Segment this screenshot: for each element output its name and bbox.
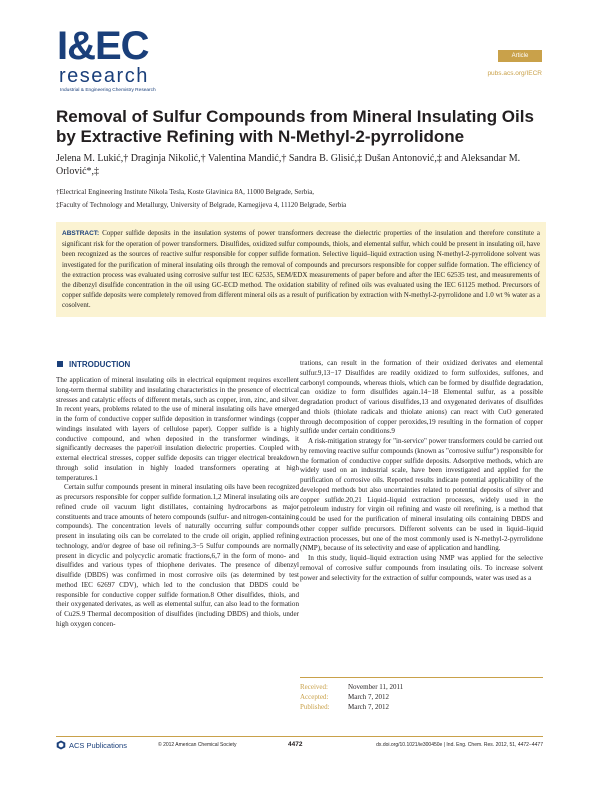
section-square-icon	[57, 361, 63, 367]
affiliations	[56, 186, 546, 212]
footer-divider	[56, 736, 543, 737]
article-title: Removal of Sulfur Compounds from Mineral Insulating Oils by Extractive Refining with N-Methyl-2-pyrrolidone	[56, 107, 534, 146]
paragraph: trations, can result in the formation of their oxidized derivates and elemental sulfur.9,13−17 Disulfides are readily oxidized to form sulfoxides, sulfones, and carbonyl compounds, whereas thiols, which can be formed by disulfide degradation, can oxidize to form disulfides again.14−18 Elemental sulfur, as a possible degradation product of various disulfides,13 and oxygenated derivates of disulfides and thiols (thiolate radicals and thiolate anions) can react with CuO generated through decomposition of copper peroxides,19 resulting in the formation of copper sulfide under certain conditions.9	[300, 359, 543, 436]
section-heading-text: INTRODUCTION	[69, 360, 131, 369]
journal-logo-subtitle: Industrial & Engineering Chemistry Research	[60, 88, 156, 93]
journal-logo-research: research	[59, 65, 149, 87]
paragraph: The application of mineral insulating oils in electrical equipment requires excellent long-term thermal stability and insulating characteristics in the presence of electrical stresses and catalytic effects of different metals, such as copper, iron, zinc, and silver. In recent years, problems related to the use of mineral insulating oils have emerged in the form of conductive copper sulfide deposition in transformer windings (copper windings insulated with layers of cellulose paper). Copper sulfide is a highly conductive compound, and when deposited in the transformer windings, it significantly decreases the paper/oil insulation dielectric properties. Coupled with external electrical stresses, copper sulfide deposits can trigger electrical breakdown through solid insulation in highly loaded transformers operating at high temperatures.1	[56, 376, 299, 482]
paragraph: In this study, liquid–liquid extraction using NMP was applied for the selective removal of corrosive sulfur compounds from insulating oils. To increase solvent power and selectivity for the extraction of sulfur compounds, water was used as a	[300, 554, 543, 582]
affiliation-1: †Electrical Engineering Institute Nikola Tesla, Koste Glavinica 8A, 11000 Belgrade, Serbia,	[56, 188, 315, 196]
body-column-left	[56, 376, 299, 734]
date-published: Published: March 7, 2012	[300, 703, 390, 712]
journal-logo: I&EC	[57, 24, 149, 68]
date-received: Received: November 11, 2011	[300, 683, 404, 691]
doi-citation-link[interactable]: dx.doi.org/10.1021/ie300450e | Ind. Eng. Chem. Res. 2012, 51, 4472−4477	[376, 742, 543, 748]
date-accepted: Accepted: March 7, 2012	[300, 693, 390, 702]
journal-url-link[interactable]: pubs.acs.org/IECR	[487, 70, 542, 77]
body-column-right	[300, 359, 543, 672]
publisher-logo	[56, 740, 127, 750]
section-heading	[57, 360, 130, 369]
affiliation-2: ‡Faculty of Technology and Metallurgy, University of Belgrade, Karnegijeva 4, 11120 Belgrade, Serbia	[56, 201, 347, 209]
paragraph: Certain sulfur compounds present in mineral insulating oils have been recognized as precursors responsible for copper sulfide formation.1,2 Mineral insulating oils are refined crude oil vacuum light distillates, containing hydrocarbons as major constituents and trace amounts of hetero compounds (sulfur- and nitrogen-containing compounds). The concentration levels of naturally occurring sulfur compounds present in insulating oils can be correlated to the crude oil origin, applied refining technology, and/or degree of base oil refining.3−5 Sulfur compounds are normally present in dicyclic and polycyclic aromatic fractions,6,7 in the form of mono- and disulfides and various types of thiophene derivates. The presence of dibenzyl disulfide (DBDS) was confirmed in most corrosive oils (as determined by test method IEC 62697 CDV), which led to the conclusion that DBDS could be responsible for conductive copper sulfide formation.8 Other disulfides, thiols, and their oxygenated derivates, as well as elemental sulfur, can also lead to the formation of Cu2S.9 Thermal decomposition of disulfides (including DBDS) and thiols, under high oxygen concen-	[56, 483, 299, 628]
page-number: 4472	[288, 741, 303, 748]
abstract-label: ABSTRACT:	[62, 230, 100, 237]
publisher-name: ACS Publications	[69, 741, 127, 750]
paragraph: A risk-mitigation strategy for "in-service" power transformers could be carried out by removing reactive sulfur compounds (known as "corrosive sulfur") responsible for the formation of conductive copper sulfide deposits. Adsorptive methods, which are widely used on an industrial scale, have been investigated and applied for the purification of corrosive oils. Reported results indicate potential applicability of the developed methods but also uncertainties related to potential deposits of silver and copper sulfide.20,21 Liquid–liquid extraction processes, widely used in the petroleum industry for virgin oil refining and waste oil rerefining, is a method that could be used for the purification of mineral insulating oils containing DBDS and other copper sulfide precursors. Different solvents can be used in liquid–liquid extraction processes, but one of the most commonly used is N-methyl-2-pyrrolidone (NMP), because of its selectivity and ease of application and handling.	[300, 437, 543, 553]
abstract-box	[56, 222, 546, 317]
acs-hexagon-icon	[56, 740, 66, 750]
abstract-text: Copper sulfide deposits in the insulation systems of power transformers decrease the dielectric properties of the insulation and therefore constitute a significant risk for the operation of power transformers. Disulfides, oxidized sulfur compounds, thiols, and elemental sulfur, which could be present in insulating oil, have been recognized as the sources of reactive sulfur responsible for copper sulfide formation. Selective liquid–liquid extraction using N-methyl-2-pyrrolidone solvent was investigated for the purification of mineral insulating oils through the removal of compounds and precursors responsible for copper sulfide formation. The efficiency of the extraction process was evaluated using corrosive sulfur test IEC 62535, SEM/EDX measurements of paper before and after the IEC 62535 test, and measurements of the dibenzyl disulfide concentration in the oil using GC-ECD method. The oxidation stability of refined oils was evaluated using the IEC 61125 method. Precursors of copper sulfide deposits were completely removed from different mineral oils as a result of purification by extraction with N-methyl-2-pyrrolidone and 1.0 wt % water as a cosolvent.	[62, 229, 540, 310]
article-dates	[300, 677, 543, 713]
copyright-notice: © 2012 American Chemical Society	[158, 742, 237, 748]
article-type-badge: Article	[498, 50, 542, 62]
author-list: Jelena M. Lukić,† Draginja Nikolić,† Valentina Mandić,† Sandra B. Glisić,‡ Dušan Antonović,‡ and Aleksandar M. Orlović*,‡	[56, 153, 521, 177]
